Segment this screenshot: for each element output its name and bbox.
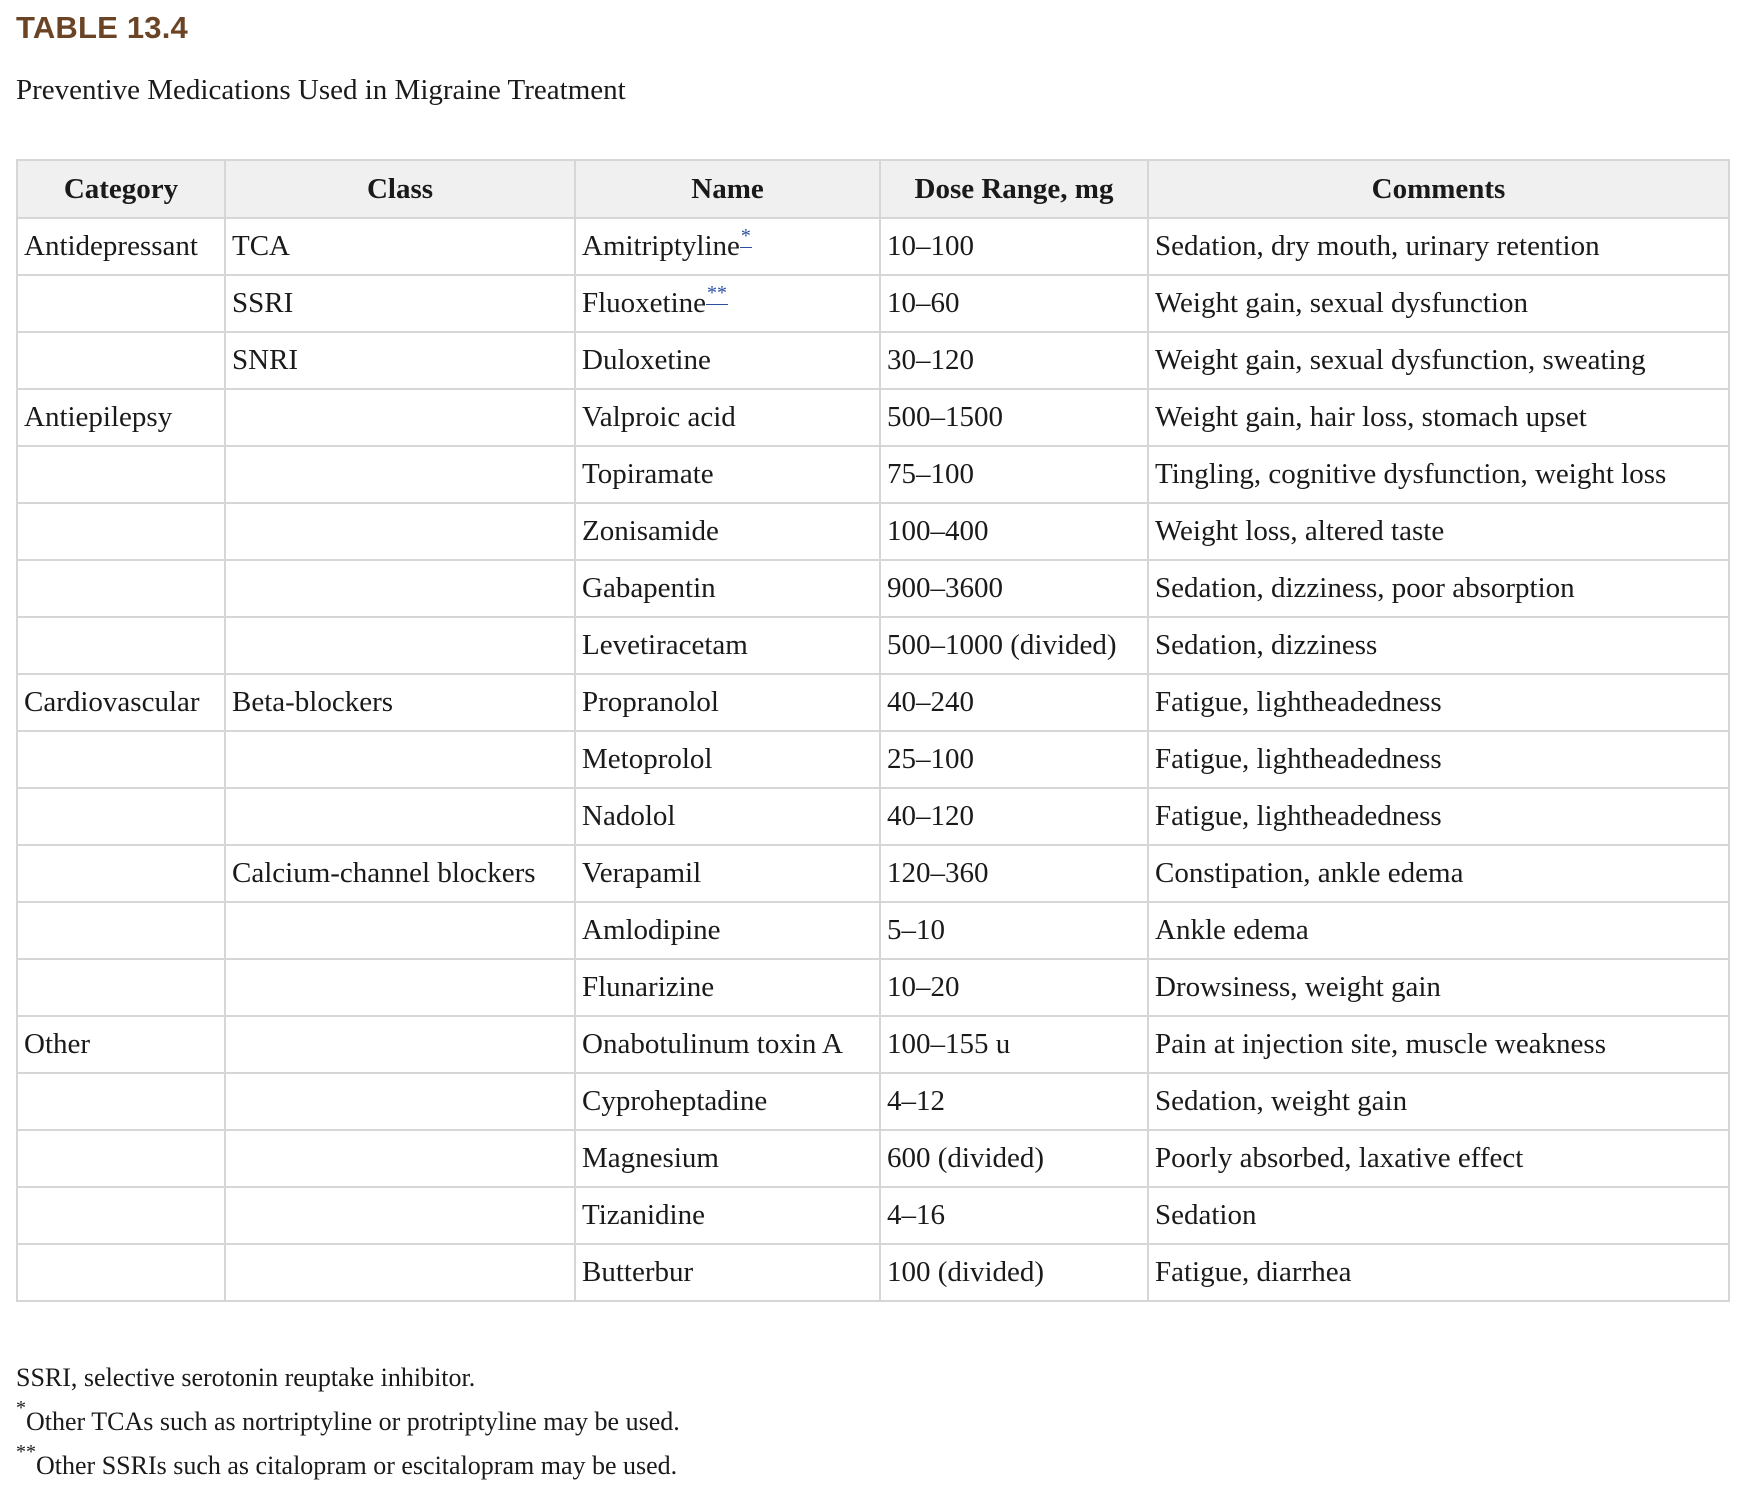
cell-comments xyxy=(1148,446,1729,503)
cell-dose-range-text: 75–100 xyxy=(887,458,974,490)
cell-name-text: Duloxetine xyxy=(582,344,711,376)
table-row xyxy=(17,446,1729,503)
cell-dose-range xyxy=(880,959,1148,1016)
cell-category-text: Antidepressant xyxy=(24,230,198,262)
cell-dose-range-text: 10–100 xyxy=(887,230,974,262)
cell-category xyxy=(17,1187,225,1244)
cell-dose-range xyxy=(880,617,1148,674)
cell-class xyxy=(225,1130,575,1187)
cell-category xyxy=(17,446,225,503)
cell-category xyxy=(17,560,225,617)
cell-dose-range xyxy=(880,674,1148,731)
table-row xyxy=(17,1244,1729,1301)
cell-name xyxy=(575,674,880,731)
cell-name xyxy=(575,1073,880,1130)
cell-comments-text: Constipation, ankle edema xyxy=(1155,857,1464,889)
cell-comments xyxy=(1148,674,1729,731)
cell-class xyxy=(225,1016,575,1073)
document-page xyxy=(16,8,1728,1480)
cell-category xyxy=(17,1130,225,1187)
cell-category-text: Antiepilepsy xyxy=(24,401,173,433)
cell-name xyxy=(575,275,880,332)
cell-class xyxy=(225,1073,575,1130)
cell-dose-range xyxy=(880,1073,1148,1130)
column-header-dose-range: Dose Range, mg xyxy=(880,160,1148,218)
cell-name-text: Propranolol xyxy=(582,686,719,718)
footnote-link[interactable] xyxy=(740,225,752,247)
cell-class xyxy=(225,218,575,275)
table-row xyxy=(17,1016,1729,1073)
cell-category xyxy=(17,218,225,275)
cell-dose-range xyxy=(880,1016,1148,1073)
cell-dose-range xyxy=(880,446,1148,503)
cell-name xyxy=(575,1244,880,1301)
cell-category xyxy=(17,617,225,674)
cell-name xyxy=(575,218,880,275)
cell-name xyxy=(575,617,880,674)
cell-dose-range xyxy=(880,218,1148,275)
cell-dose-range xyxy=(880,845,1148,902)
cell-name-text: Zonisamide xyxy=(582,515,719,547)
cell-class xyxy=(225,275,575,332)
column-header-name: Name xyxy=(575,160,880,218)
cell-dose-range-text: 5–10 xyxy=(887,914,945,946)
cell-name xyxy=(575,845,880,902)
cell-name-text: Cyproheptadine xyxy=(582,1085,768,1117)
cell-comments xyxy=(1148,1187,1729,1244)
cell-comments xyxy=(1148,731,1729,788)
table-label: TABLE 13.4 xyxy=(16,10,188,45)
cell-dose-range-text: 500–1500 xyxy=(887,401,1003,433)
cell-name xyxy=(575,1130,880,1187)
cell-class xyxy=(225,788,575,845)
cell-class xyxy=(225,731,575,788)
cell-dose-range xyxy=(880,389,1148,446)
cell-class-text: Calcium-channel blockers xyxy=(232,857,536,889)
cell-dose-range-text: 30–120 xyxy=(887,344,974,376)
cell-name-text: Verapamil xyxy=(582,857,702,889)
footnote-item-text: SSRI, selective serotonin reuptake inhibitor. xyxy=(16,1363,476,1392)
cell-name-text: Levetiracetam xyxy=(582,629,748,661)
cell-category xyxy=(17,731,225,788)
cell-dose-range xyxy=(880,788,1148,845)
cell-comments xyxy=(1148,1130,1729,1187)
cell-name-text: Tizanidine xyxy=(582,1199,705,1231)
cell-name xyxy=(575,731,880,788)
cell-class xyxy=(225,560,575,617)
cell-class xyxy=(225,902,575,959)
cell-dose-range-text: 100–400 xyxy=(887,515,989,547)
cell-comments-text: Weight gain, hair loss, stomach upset xyxy=(1155,401,1587,433)
cell-class xyxy=(225,332,575,389)
medications-table xyxy=(16,159,1730,1302)
cell-dose-range-text: 4–12 xyxy=(887,1085,945,1117)
cell-name xyxy=(575,1187,880,1244)
table-row xyxy=(17,389,1729,446)
table-row xyxy=(17,332,1729,389)
cell-comments-text: Sedation, dry mouth, urinary retention xyxy=(1155,230,1600,262)
cell-category xyxy=(17,788,225,845)
cell-class-text: Beta-blockers xyxy=(232,686,394,718)
column-header-class: Class xyxy=(225,160,575,218)
cell-comments-text: Fatigue, lightheadedness xyxy=(1155,800,1442,832)
cell-category-text: Cardiovascular xyxy=(24,686,200,718)
cell-class-text: TCA xyxy=(232,230,290,262)
cell-category xyxy=(17,332,225,389)
cell-name xyxy=(575,332,880,389)
cell-comments xyxy=(1148,959,1729,1016)
cell-name xyxy=(575,788,880,845)
cell-dose-range-text: 10–20 xyxy=(887,971,960,1003)
cell-dose-range-text: 100 (divided) xyxy=(887,1256,1045,1288)
column-header-category: Category xyxy=(17,160,225,218)
cell-dose-range-text: 120–360 xyxy=(887,857,989,889)
cell-name-text: Amlodipine xyxy=(582,914,721,946)
footnote-link[interactable] xyxy=(706,282,728,304)
table-row xyxy=(17,218,1729,275)
footnote-marker[interactable]: * xyxy=(740,225,751,248)
cell-name-text: Nadolol xyxy=(582,800,676,832)
table-row xyxy=(17,560,1729,617)
table-row xyxy=(17,617,1729,674)
cell-comments-text: Poorly absorbed, laxative effect xyxy=(1155,1142,1524,1174)
cell-comments-text: Fatigue, diarrhea xyxy=(1155,1256,1352,1288)
table-row xyxy=(17,275,1729,332)
cell-name xyxy=(575,959,880,1016)
cell-class-text: SSRI xyxy=(232,287,294,319)
cell-comments-text: Sedation xyxy=(1155,1199,1257,1231)
cell-class xyxy=(225,389,575,446)
cell-name-text: Gabapentin xyxy=(582,572,716,604)
cell-category xyxy=(17,1073,225,1130)
cell-dose-range xyxy=(880,1244,1148,1301)
cell-name-text: Onabotulinum toxin A xyxy=(582,1028,843,1060)
cell-dose-range xyxy=(880,902,1148,959)
cell-category xyxy=(17,902,225,959)
footnote-item-marker: ** xyxy=(16,1441,36,1464)
cell-dose-range-text: 10–60 xyxy=(887,287,960,319)
cell-comments-text: Sedation, dizziness xyxy=(1155,629,1378,661)
table-row xyxy=(17,1187,1729,1244)
cell-dose-range-text: 40–120 xyxy=(887,800,974,832)
cell-comments xyxy=(1148,503,1729,560)
cell-name xyxy=(575,902,880,959)
cell-dose-range xyxy=(880,560,1148,617)
cell-class xyxy=(225,503,575,560)
table-row xyxy=(17,1130,1729,1187)
table-row xyxy=(17,674,1729,731)
cell-name-text: Amitriptyline xyxy=(582,230,740,262)
cell-comments xyxy=(1148,617,1729,674)
cell-category xyxy=(17,503,225,560)
cell-comments-text: Weight gain, sexual dysfunction, sweating xyxy=(1155,344,1646,376)
cell-name xyxy=(575,503,880,560)
cell-class xyxy=(225,617,575,674)
footnote-item-text: Other TCAs such as nortriptyline or protriptyline may be used. xyxy=(26,1407,680,1436)
cell-comments xyxy=(1148,1016,1729,1073)
cell-dose-range xyxy=(880,1187,1148,1244)
cell-category xyxy=(17,959,225,1016)
cell-dose-range-text: 4–16 xyxy=(887,1199,945,1231)
footnote-item-text: Other SSRIs such as citalopram or escitalopram may be used. xyxy=(36,1451,678,1480)
cell-comments-text: Sedation, dizziness, poor absorption xyxy=(1155,572,1575,604)
cell-comments-text: Tingling, cognitive dysfunction, weight loss xyxy=(1155,458,1667,490)
cell-class xyxy=(225,1187,575,1244)
cell-comments xyxy=(1148,275,1729,332)
cell-name-text: Flunarizine xyxy=(582,971,715,1003)
table-caption: Preventive Medications Used in Migraine Treatment xyxy=(16,74,626,106)
cell-name xyxy=(575,446,880,503)
cell-dose-range-text: 40–240 xyxy=(887,686,974,718)
cell-comments-text: Ankle edema xyxy=(1155,914,1309,946)
cell-name-text: Magnesium xyxy=(582,1142,719,1174)
cell-comments xyxy=(1148,902,1729,959)
table-body xyxy=(17,218,1729,1301)
cell-dose-range xyxy=(880,1130,1148,1187)
footnote-item xyxy=(16,1397,680,1444)
cell-category xyxy=(17,389,225,446)
cell-comments-text: Sedation, weight gain xyxy=(1155,1085,1408,1117)
cell-category xyxy=(17,845,225,902)
footnote-item-marker: * xyxy=(16,1397,26,1420)
cell-dose-range-text: 600 (divided) xyxy=(887,1142,1045,1174)
cell-name-text: Topiramate xyxy=(582,458,714,490)
header-row xyxy=(17,160,1729,218)
cell-name-text: Butterbur xyxy=(582,1256,694,1288)
cell-dose-range-text: 500–1000 (divided) xyxy=(887,629,1117,661)
cell-category xyxy=(17,275,225,332)
cell-category-text: Other xyxy=(24,1028,91,1060)
cell-comments-text: Drowsiness, weight gain xyxy=(1155,971,1441,1003)
cell-class xyxy=(225,674,575,731)
table-row xyxy=(17,845,1729,902)
cell-comments xyxy=(1148,788,1729,845)
footnotes xyxy=(16,1356,680,1488)
cell-category xyxy=(17,1016,225,1073)
cell-dose-range-text: 100–155 u xyxy=(887,1028,1011,1060)
table-row xyxy=(17,731,1729,788)
column-header-comments: Comments xyxy=(1148,160,1729,218)
cell-comments xyxy=(1148,1244,1729,1301)
cell-dose-range xyxy=(880,503,1148,560)
cell-comments-text: Weight loss, altered taste xyxy=(1155,515,1445,547)
cell-dose-range xyxy=(880,731,1148,788)
cell-class-text: SNRI xyxy=(232,344,299,376)
cell-dose-range xyxy=(880,332,1148,389)
table-row xyxy=(17,902,1729,959)
cell-comments-text: Fatigue, lightheadedness xyxy=(1155,686,1442,718)
cell-name xyxy=(575,389,880,446)
cell-comments xyxy=(1148,332,1729,389)
footnote-marker[interactable]: ** xyxy=(707,282,728,305)
cell-comments-text: Fatigue, lightheadedness xyxy=(1155,743,1442,775)
cell-comments xyxy=(1148,389,1729,446)
cell-name-text: Valproic acid xyxy=(582,401,736,433)
cell-comments-text: Weight gain, sexual dysfunction xyxy=(1155,287,1528,319)
table-row xyxy=(17,959,1729,1016)
table-row xyxy=(17,788,1729,845)
cell-comments-text: Pain at injection site, muscle weakness xyxy=(1155,1028,1607,1060)
cell-name-text: Metoprolol xyxy=(582,743,713,775)
cell-comments xyxy=(1148,1073,1729,1130)
cell-category xyxy=(17,674,225,731)
cell-comments xyxy=(1148,560,1729,617)
cell-class xyxy=(225,1244,575,1301)
cell-comments xyxy=(1148,845,1729,902)
cell-class xyxy=(225,959,575,1016)
table-row xyxy=(17,503,1729,560)
table-header xyxy=(17,160,1729,218)
cell-dose-range-text: 25–100 xyxy=(887,743,974,775)
cell-class xyxy=(225,446,575,503)
cell-comments xyxy=(1148,218,1729,275)
footnote-item xyxy=(16,1356,680,1400)
cell-name xyxy=(575,560,880,617)
table-row xyxy=(17,1073,1729,1130)
cell-category xyxy=(17,1244,225,1301)
cell-class xyxy=(225,845,575,902)
cell-name xyxy=(575,1016,880,1073)
cell-name-text: Fluoxetine xyxy=(582,287,707,319)
footnote-item xyxy=(16,1441,680,1488)
cell-dose-range-text: 900–3600 xyxy=(887,572,1003,604)
cell-dose-range xyxy=(880,275,1148,332)
